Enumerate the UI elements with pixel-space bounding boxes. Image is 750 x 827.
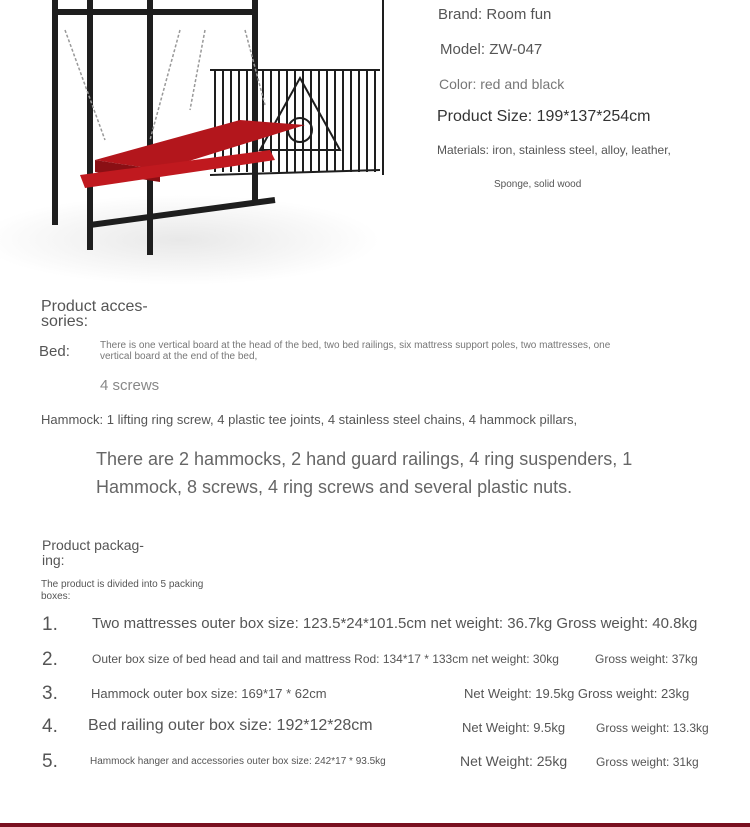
heading-line: Product acces- [41, 298, 148, 315]
product-photo [0, 0, 400, 290]
bed-label: Bed: [39, 343, 70, 360]
intro-line: The product is divided into 5 packing [41, 579, 204, 590]
box-net: Net Weight: 19.5kg Gross weight: 23kg [464, 686, 690, 701]
box-desc: Outer box size of bed head and tail and mattress Rod: 134*17 * 133cm net weight: 30kg [92, 652, 559, 666]
hammock-more-line: There are 2 hammocks, 2 hand guard railings, 4 ring suspenders, 1 [96, 449, 633, 469]
box-number: 5. [42, 751, 58, 772]
box-desc: Two mattresses outer box size: 123.5*24*101.5cm net weight: 36.7kg Gross weight: 40.8kg [92, 615, 698, 632]
spec-materials-cont: Sponge, solid wood [494, 179, 582, 190]
heading-line: ing: [42, 552, 65, 568]
bed-text-line: vertical board at the end of the bed, [100, 351, 258, 362]
box-gross: Gross weight: 31kg [596, 755, 699, 769]
spec-size: Product Size: 199*137*254cm [437, 108, 651, 125]
box-gross: Gross weight: 13.3kg [596, 721, 709, 735]
box-gross: Gross weight: 37kg [595, 652, 698, 666]
packaging-heading [42, 538, 144, 568]
box-desc: Hammock hanger and accessories outer box size: 242*17 * 93.5kg [90, 756, 386, 767]
hammock-accessories: Hammock: 1 lifting ring screw, 4 plastic tee joints, 4 stainless steel chains, 4 hammock pillars, [41, 412, 578, 427]
box-net: Net Weight: 25kg [460, 753, 568, 769]
accessories-heading [41, 299, 148, 329]
box-desc: Bed railing outer box size: 192*12*28cm [88, 717, 373, 734]
bottom-divider [0, 823, 750, 827]
heading-line: Product packag- [42, 537, 144, 553]
spec-brand: Brand: Room fun [438, 6, 552, 23]
packaging-intro [41, 579, 203, 603]
box-number: 2. [42, 649, 58, 670]
bed-text [100, 340, 610, 362]
box-desc: Hammock outer box size: 169*17 * 62cm [91, 686, 327, 701]
box-number: 4. [42, 716, 58, 737]
bed-text-line: There is one vertical board at the head of the bed, two bed railings, six mattress support poles, two mattresses, one [100, 340, 611, 351]
box-net: Net Weight: 9.5kg [462, 720, 566, 735]
hammock-more-line: Hammock, 8 screws, 4 ring screws and several plastic nuts. [96, 477, 573, 497]
heading-line: sories: [41, 313, 89, 330]
bed-screws: 4 screws [100, 377, 160, 394]
spec-materials: Materials: iron, stainless steel, alloy, leather, [437, 143, 671, 157]
box-number: 3. [42, 683, 58, 704]
box-number: 1. [42, 614, 58, 635]
spec-model: Model: ZW-047 [440, 41, 543, 58]
hammock-more [96, 445, 632, 501]
intro-line: boxes: [41, 591, 71, 602]
spec-color: Color: red and black [439, 76, 565, 92]
